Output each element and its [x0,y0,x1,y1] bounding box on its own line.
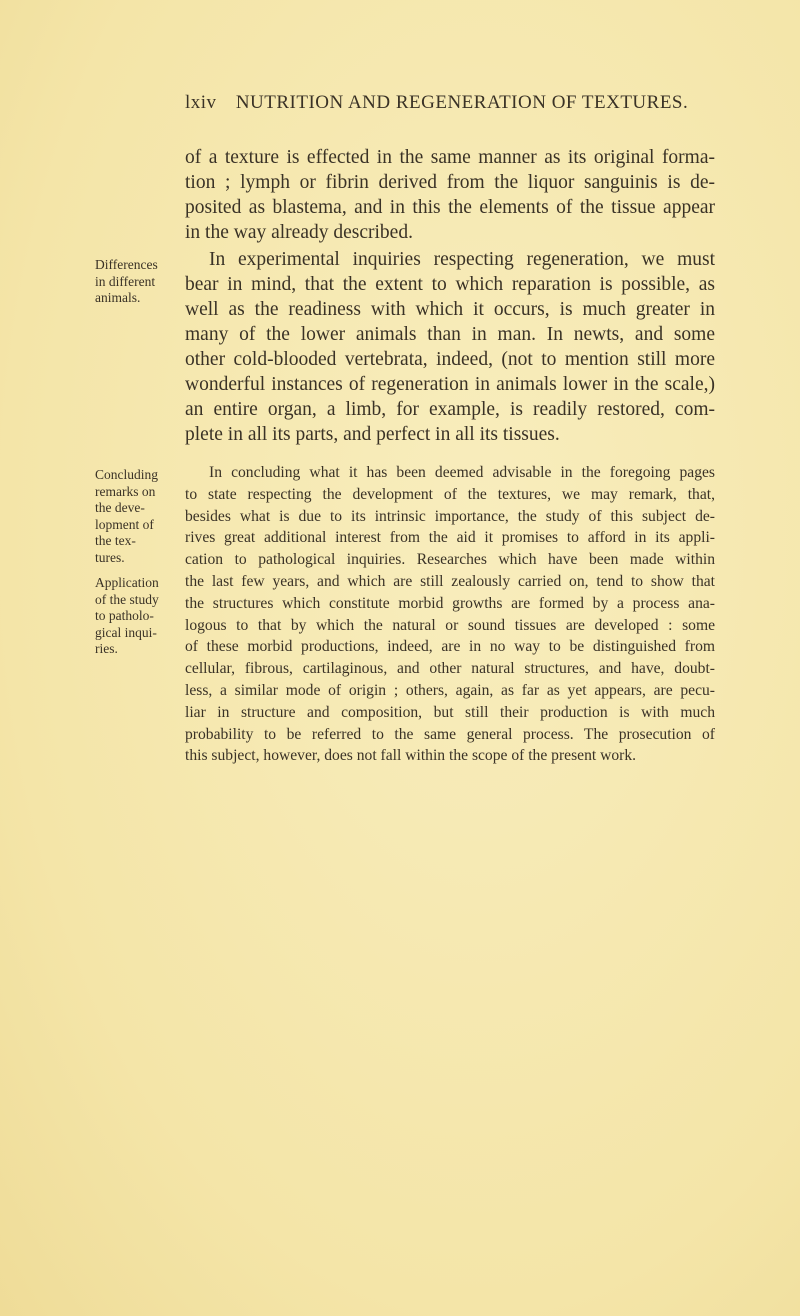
text-line: the last few years, and which are still zealously carried on, tend to show that [185,572,715,590]
running-header [185,92,715,114]
text-line: tion ; lymph or fibrin derived from the liquor sanguinis is de- [185,172,715,193]
margin-note-line: Concluding [95,467,158,482]
text-line: less, a similar mode of origin ; others, again, as far as yet appears, are pecu- [185,681,715,699]
margin-note-line: Application [95,575,159,590]
text-line: other cold-blooded vertebrata, indeed, (not to mention still more [185,349,715,370]
margin-note-line: animals. [95,290,141,306]
text-line: well as the readiness with which it occurs, is much greater in [185,299,715,320]
margin-note-line: lopment of [95,516,154,532]
text-line: in the way already described. [185,222,413,243]
text-line: this subject, however, does not fall within the scope of the present work. [185,747,637,765]
running-title: NUTRITION AND REGENERATION OF TEXTURES. [235,92,689,113]
text-line: of these morbid productions, indeed, are in no way to be distinguished from [185,638,715,656]
paragraph-concluding [185,462,715,767]
text-line: plete in all its parts, and perfect in all its tissues. [185,424,560,445]
text-line: posited as blastema, and in this the elements of the tissue appear [185,197,715,218]
text-line: many of the lower animals than in man. In newts, and some [185,324,715,345]
text-line: In concluding what it has been deemed advisable in the foregoing pages [209,464,715,481]
text-line: cation to pathological inquiries. Researches which have been made within [185,551,715,569]
paragraph-continued [185,145,715,245]
margin-note-line: of the study [95,591,159,607]
margin-note-application [95,575,180,658]
margin-note-line: in different [95,273,156,289]
page-number: lxiv [185,92,217,113]
text-line: of a texture is effected in the same manner as its original forma- [185,147,715,168]
margin-note-line: Differences [95,257,158,272]
text-line: wonderful instances of regeneration in animals lower in the scale,) [185,374,715,395]
text-line: to state respecting the development of the textures, we may remark, that, [185,485,715,503]
text-line: liar in structure and composition, but still their production is with much [185,703,715,721]
text-line: rives great additional interest from the aid it promises to afford in its appli- [185,529,715,547]
text-line: probability to be referred to the same general process. The prosecution of [185,725,715,743]
margin-note-line: ries. [95,641,118,657]
text-line: In experimental inquiries respecting regeneration, we must [209,249,715,270]
text-line: an entire organ, a limb, for example, is readily restored, com- [185,399,715,420]
margin-note-line: to patholo- [95,608,154,624]
margin-note-line: the deve- [95,500,145,516]
text-line: besides what is due to its intrinsic importance, the study of this subject de- [185,507,715,525]
margin-note-concluding [95,467,180,567]
text-line: bear in mind, that the extent to which reparation is possible, as [185,274,715,295]
margin-note-line: remarks on [95,483,156,499]
margin-note-line: gical inqui- [95,624,157,640]
margin-note-line: tures. [95,549,125,565]
text-line: cellular, fibrous, cartilaginous, and other natural structures, and have, doubt- [185,660,715,678]
margin-note-differences [95,257,180,307]
text-line: logous to that by which the natural or sound tissues are developed : some [185,616,715,634]
text-line: the structures which constitute morbid growths are formed by a process ana- [185,594,715,612]
margin-note-line: the tex- [95,533,136,549]
paragraph-regeneration [185,247,715,447]
